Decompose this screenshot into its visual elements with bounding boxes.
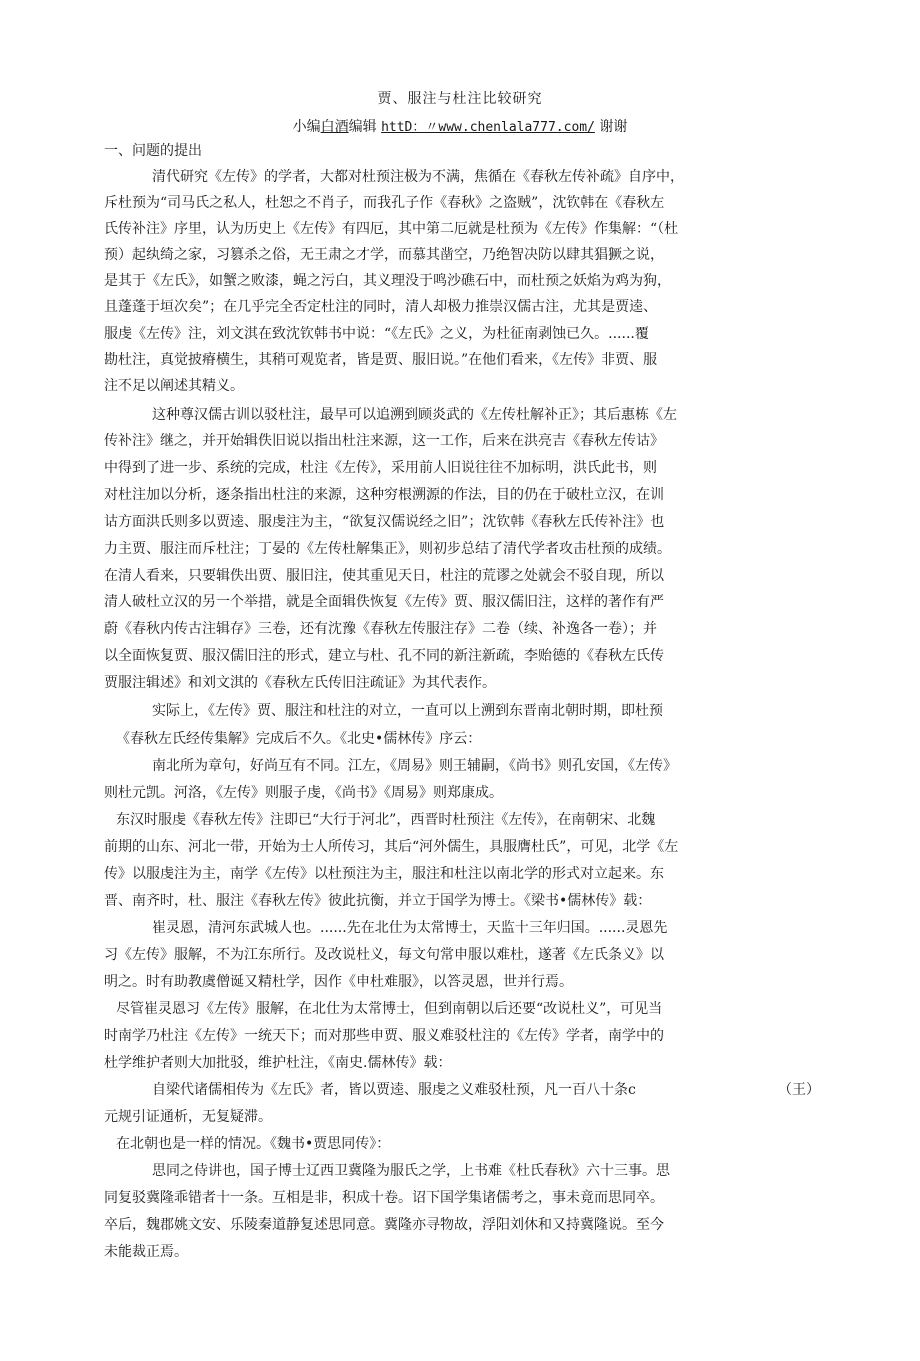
quote-line: 未能裁正焉。 bbox=[104, 1244, 188, 1260]
text-line: 以全面恢复贾、服汉儒旧注的形式，建立与杜、孔不同的新注新疏，李贻德的《春秋左氏传 bbox=[104, 648, 664, 664]
quote-line: 卒后，魏郡姚文安、乐陵秦道静复述思同意。冀隆亦寻物故，浮阳刘休和又持冀隆说。至今 bbox=[104, 1217, 664, 1233]
text-line: 诂方面洪氏则多以贾逵、服虔注为主，“欲复汉儒说经之旧”；沈钦韩《春秋左氏传补注》也 bbox=[104, 514, 665, 530]
quote-line: 则杜元凯。河洛，《左传》则服子虔，《尚书》《周易》则郑康成。 bbox=[104, 785, 503, 801]
text-line: 晋、南齐时，杜、服注《春秋左传》彼此抗衡，并立于国学为博士。《梁书•儒林传》载： bbox=[104, 893, 652, 909]
text-line: 传补注》继之，并开始辑佚旧说以指出杜注来源，这一工作，后来在洪亮吉《春秋左传诂》 bbox=[104, 433, 664, 449]
text-line: 清人破杜立汉的另一个举措，就是全面辑佚恢复《左传》贾、服汉儒旧注，这样的著作有严 bbox=[104, 594, 664, 610]
text-line: 传》以服虔注为主，南学《左传》以杜预注为主，服注和杜注以南北学的形式对立起来。东 bbox=[104, 866, 664, 882]
text-line: 杜学维护者则大加批驳，维护杜注，《南史.儒林传》载： bbox=[104, 1055, 452, 1071]
text-line: 中得到了进一步、系统的完成，杜注《左传》，采用前人旧说往往不加标明，洪氏此书，则 bbox=[104, 460, 657, 476]
text-line: 《春秋左氏经传集解》完成后不久。《北史•儒林传》序云： bbox=[116, 731, 482, 747]
text-line: 这种尊汉儒古训以驳杜注，最早可以追溯到顾炎武的《左传杜解补正》；其后惠栋《左 bbox=[152, 407, 677, 423]
byline-prefix: 小编 bbox=[292, 119, 321, 135]
byline-url: httD：〃www.chenlala777.com/ bbox=[381, 120, 595, 135]
text-line: 勘杜注，真觉披瘠横生，其稍可观览者，皆是贾、服旧说。”在他们看来，《左传》非贾、服 bbox=[104, 352, 658, 368]
text-line: 东汉时服虔《春秋左传》注即已“大行于河北”，西晋时杜预注《左传》，在南朝宋、北魏 bbox=[116, 812, 656, 828]
document-byline bbox=[0, 116, 920, 136]
text-line: 对杜注加以分析，逐条指出杜注的来源，这种穷根溯源的作法，目的仍在于破杜立汉，在训 bbox=[104, 487, 664, 503]
byline-thanks: 谢谢 bbox=[599, 119, 628, 135]
text-line: 在清人看来，只要辑佚出贾、服旧注，使其重见天日，杜注的荒谬之处就会不驳自现，所以 bbox=[104, 568, 664, 584]
document-title: 贾、服注与杜注比较研究 bbox=[377, 91, 543, 107]
text-line: 贾服注辑述》和刘文淇的《春秋左氏传旧注疏证》为其代表作。 bbox=[104, 675, 496, 691]
text-line: 实际上，《左传》贾、服注和杜注的对立，一直可以上溯到东晋南北朝时期，即杜预 bbox=[152, 703, 663, 719]
text-line: 前期的山东、河北一带，开始为士人所传习，其后“河外儒生，具服膺杜氏”，可见，北学《左 bbox=[104, 839, 679, 855]
section-heading: 一、问题的提出 bbox=[104, 143, 202, 159]
quote-annotation: （王） bbox=[778, 1082, 820, 1098]
text-line: 尽管崔灵恩习《左传》服解，在北仕为太常博士，但到南朝以后还要“改说杜义”，可见当 bbox=[116, 1001, 663, 1017]
quote-line: 思同之侍讲也，国子博士辽西卫冀隆为服氏之学，上书难《杜氏春秋》六十三事。思 bbox=[152, 1163, 670, 1179]
text-line: 在北朝也是一样的情况。《魏书•贾思同传》： bbox=[116, 1136, 391, 1152]
quote-line: 明之。时有助教虞僧诞又精杜学，因作《申杜难服》，以答灵恩，世并行焉。 bbox=[104, 974, 573, 990]
byline-role: 编辑 bbox=[348, 119, 377, 135]
text-line: 预）起纨绮之家，习篡杀之俗，无王肃之才学，而慕其凿空，乃绝智决防以肆其猖獗之说， bbox=[104, 247, 664, 263]
quote-line: 南北所为章句，好尚互有不同。江左，《周易》则王辅嗣，《尚书》则孔安国，《左传》 bbox=[152, 758, 677, 774]
text-line: 氏传补注》序里，认为历史上《左传》有四厄，其中第二厄就是杜预为《左传》作集解：“（杜 bbox=[104, 221, 679, 237]
text-line: 蔚《春秋内传古注辑存》三卷，还有沈豫《春秋左传服注存》二卷（续、补逸各一卷）；并 bbox=[104, 621, 657, 637]
text-line: 斥杜预为“司马氏之私人，杜恕之不肖子，而我孔子作《春秋》之盗贼”，沈钦韩在《春秋左 bbox=[104, 195, 665, 211]
text-line: 服虔《左传》注，刘文淇在致沈钦韩书中说：“《左氏》之义，为杜征南剥蚀已久。......覆 bbox=[104, 326, 649, 342]
quote-line: 同复驳冀隆乖错者十一条。互相是非，积成十卷。诏下国学集诸儒考之，事未竟而思同卒。 bbox=[104, 1190, 664, 1206]
quote-line: 习《左传》服解，不为江东所行。及改说杜义，每文句常申服以难杜，遂著《左氏条义》以 bbox=[104, 947, 664, 963]
text-line: 清代研究《左传》的学者，大都对杜预注极为不满，焦循在《春秋左传补疏》自序中， bbox=[152, 169, 684, 185]
text-line: 且蓬蓬于垣次矣”；在几乎完全否定杜注的同时，清人却极力推崇汉儒古注，尤其是贾逵、 bbox=[104, 299, 658, 315]
text-line: 是其于《左氏》，如蟹之败漆，蝇之污白，其义理没于鸣沙礁石中，而杜预之妖焰为鸡为狗， bbox=[104, 273, 671, 289]
byline-name: 白酒 bbox=[320, 119, 349, 135]
text-line: 力主贾、服注而斥杜注；丁晏的《左传杜解集正》，则初步总结了清代学者攻击杜预的成绩。 bbox=[104, 541, 671, 557]
quote-line: 崔灵恩，清河东武城人也。......先在北仕为太常博士，天监十三年归国。......灵恩先 bbox=[152, 920, 668, 936]
text-line: 时南学乃杜注《左传》一统天下；而对那些申贾、服义难驳杜注的《左传》学者，南学中的 bbox=[104, 1028, 664, 1044]
text-line: 注不足以阐述其精义。 bbox=[104, 378, 244, 394]
quote-line: 自梁代诸儒相传为《左氏》者，皆以贾逵、服虔之义难驳杜预，凡一百八十条c bbox=[152, 1082, 636, 1098]
quote-line: 元规引证通析，无复疑滞。 bbox=[104, 1109, 272, 1125]
